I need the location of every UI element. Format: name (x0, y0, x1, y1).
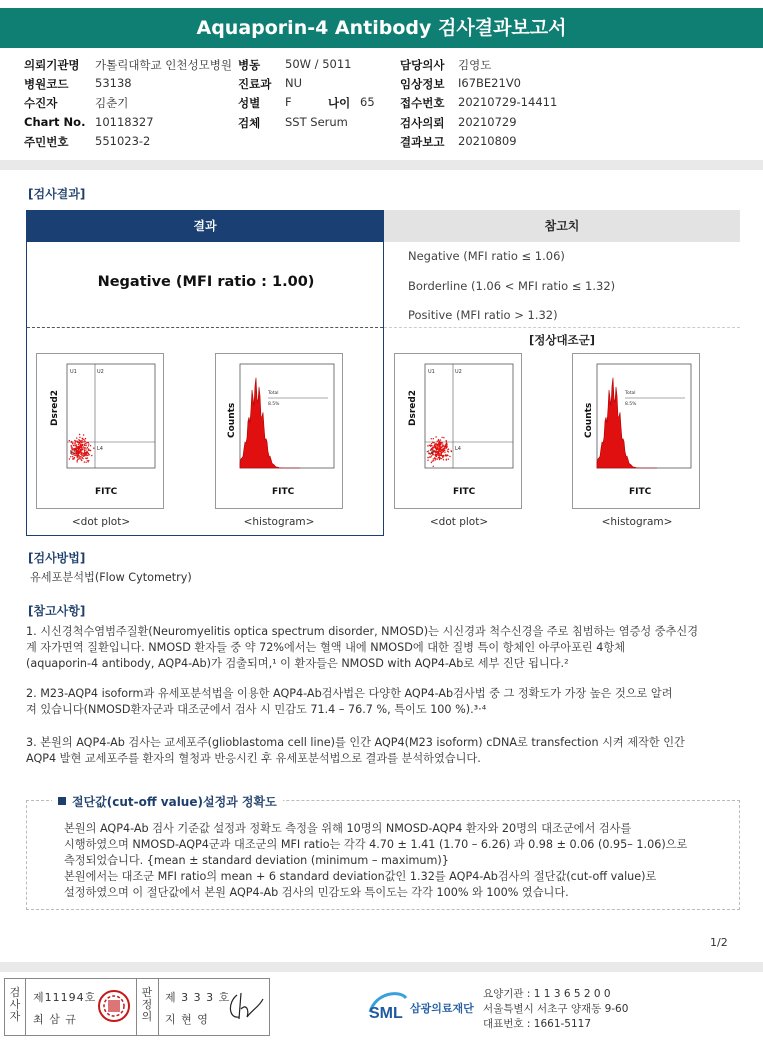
role-char: 자 (9, 1010, 21, 1023)
dot-y-label: Dsred2 (408, 389, 418, 426)
dot-point (93, 448, 94, 449)
dot-point (88, 460, 89, 461)
dot-point (436, 444, 437, 445)
control-histogram-caption: <histogram> (601, 516, 673, 528)
role-char: 판 (141, 986, 153, 999)
patient-info (0, 53, 763, 153)
dot-point (448, 451, 449, 452)
dot-point (442, 457, 443, 458)
dot-point (80, 451, 81, 452)
sign-separator (25, 979, 26, 1035)
dot-point (82, 441, 83, 442)
dot-point (446, 444, 447, 445)
patient-value: 김춘기 (95, 96, 129, 110)
method-section-title: [검사방법] (28, 551, 86, 565)
dot-point (438, 443, 439, 444)
institution-value: 가톨릭대학교 인천성모병원 (95, 58, 232, 72)
dot-point (84, 461, 85, 462)
dot-point (84, 444, 85, 445)
note-3-line-2: AQP4 발현 교세포주를 환자의 혈청과 반응시킨 후 유세포분석법으로 결과를 분석하였습니다. (26, 752, 481, 765)
dot-point (433, 447, 434, 448)
dot-point (71, 445, 72, 446)
dot-point (440, 439, 441, 440)
dot-y-label: Dsred2 (50, 389, 60, 426)
hist-y-label: Counts (227, 402, 237, 438)
dot-point (439, 443, 440, 444)
q3-label: L3 (70, 450, 76, 456)
dot-point (433, 438, 434, 439)
hist-y-label: Counts (584, 402, 594, 438)
dot-point (85, 445, 86, 446)
dot-point (85, 455, 86, 456)
cutoff-title (52, 793, 283, 810)
receipt-value: 20210729-14411 (458, 95, 558, 109)
dot-point (88, 450, 89, 451)
q4-label: L4 (97, 446, 103, 452)
dot-point (77, 452, 78, 453)
dot-point (83, 446, 84, 447)
footer-bar (0, 962, 763, 972)
dot-point (437, 453, 438, 454)
dot-point (82, 438, 83, 439)
dot-point (444, 448, 445, 449)
dot-point (446, 459, 447, 460)
dot-point (440, 448, 441, 449)
note-2-line-1: 2. M23-AQP4 isoform과 유세포분석법을 이용한 AQP4-Ab검사법은 다양한 AQP4-Ab검사법 중 그 정확도가 가장 높은 것으로 알려 (26, 687, 673, 700)
dot-point (427, 457, 428, 458)
dot-point (441, 453, 442, 454)
dot-point (438, 439, 439, 440)
dot-point (443, 437, 444, 438)
dot-point (441, 458, 442, 459)
dot-point (78, 457, 79, 458)
dot-point (80, 456, 81, 457)
dot-point (439, 446, 440, 447)
dot-point (81, 453, 82, 454)
dot-point (80, 459, 81, 460)
role-char: 사 (9, 998, 21, 1011)
dot-point (86, 453, 87, 454)
report-date-label: 결과보고 (400, 135, 445, 149)
dot-point (85, 438, 86, 439)
dot-point (434, 444, 435, 445)
dot-point (87, 460, 88, 461)
dept-value: NU (285, 76, 303, 90)
dot-point (72, 456, 73, 457)
ward-value: 50W / 5011 (285, 57, 352, 71)
dot-point (432, 460, 433, 461)
age-label: 나이 (328, 96, 351, 110)
dot-point (445, 455, 446, 456)
reference-borderline: Borderline (1.06 < MFI ratio ≤ 1.32) (408, 279, 616, 293)
results-section-title: [검사결과] (28, 187, 86, 201)
hospital-code-label: 병원코드 (24, 77, 69, 91)
dot-point (440, 455, 441, 456)
signer-1-role (7, 987, 23, 1023)
dot-point (80, 458, 81, 459)
reference-positive: Positive (MFI ratio > 1.32) (408, 308, 558, 322)
dot-point (90, 450, 91, 451)
dot-point (430, 456, 431, 457)
lab-phone: 대표번호 : 1661-5117 (483, 1018, 592, 1030)
patient-dot-caption: <dot plot> (71, 516, 131, 528)
sex-value: F (285, 95, 292, 109)
dot-point (72, 443, 73, 444)
dot-point (435, 447, 436, 448)
dot-point (87, 447, 88, 448)
dot-point (78, 449, 79, 450)
q4-label: L4 (455, 446, 461, 452)
dot-point (431, 462, 432, 463)
cutoff-line-4: 본원에서는 대조군 MFI ratio의 mean + 6 standard deviation값인 1.32를 AQP4-Ab검사의 절단값(cut-off value)로 (64, 870, 657, 883)
dot-point (84, 450, 85, 451)
dot-point (436, 449, 437, 450)
doctor-label: 담당의사 (400, 58, 445, 72)
lab-address: 서울특별시 서초구 양재동 9-60 (483, 1003, 629, 1015)
signature-box (4, 978, 270, 1036)
dot-point (434, 458, 435, 459)
dot-point (441, 452, 442, 453)
age-value: 65 (360, 95, 375, 109)
dot-point (88, 453, 89, 454)
dot-point (79, 437, 80, 438)
dot-point (81, 440, 82, 441)
dot-point (438, 452, 439, 453)
dot-point (82, 457, 83, 458)
report-date-value: 20210809 (458, 134, 517, 148)
lab-name: 삼광의료재단 (410, 1002, 474, 1015)
sign-separator (158, 979, 159, 1035)
cutoff-line-2: 시행하였으며 NMOSD-AQP4군과 대조군의 MFI ratio는 각각 4.70 ± 1.41 (1.70 – 6.26) 과 0.98 ± 0.06 (0.95– 1.06)으로 (64, 838, 688, 851)
patient-label: 수진자 (24, 96, 58, 110)
dot-point (80, 450, 81, 451)
dot-point (79, 452, 80, 453)
gate-label: Total (625, 391, 636, 396)
q1-label: U1 (428, 369, 435, 375)
dot-point (443, 445, 444, 446)
dot-point (74, 457, 75, 458)
role-char: 의 (141, 1010, 153, 1023)
dot-point (87, 455, 88, 456)
ward-label: 병동 (238, 58, 261, 72)
dot-point (78, 454, 79, 455)
dot-point (69, 440, 70, 441)
institution-label: 의뢰기관명 (24, 58, 80, 72)
dot-point (444, 452, 445, 453)
signature-scribble-icon (225, 989, 265, 1028)
dot-point (443, 459, 444, 460)
dot-point (427, 445, 428, 446)
q3-label: L3 (428, 450, 434, 456)
dot-point (75, 441, 76, 442)
dot-point (88, 443, 89, 444)
result-divider (27, 327, 383, 328)
chart-label: Chart No. (24, 115, 86, 129)
request-value: 20210729 (458, 115, 517, 129)
dot-x-label: FITC (95, 487, 118, 497)
dot-point (76, 437, 77, 438)
cutoff-line-1: 본원의 AQP4-Ab 검사 기준값 설정과 정확도 측정을 위해 10명의 NMOSD-AQP4 환자와 20명의 대조군에서 검사를 (64, 822, 632, 835)
dot-point (79, 448, 80, 449)
cutoff-line-5: 설정하였으며 이 절단값에서 본원 AQP4-Ab 검사의 민감도와 특이도는 각각 100% 와 100% 였습니다. (64, 886, 569, 899)
signer-2-role (139, 987, 155, 1023)
dot-point (435, 458, 436, 459)
dot-point (446, 445, 447, 446)
dot-point (84, 447, 85, 448)
dot-point (90, 445, 91, 446)
dot-point (434, 445, 435, 446)
dot-point (433, 460, 434, 461)
signer-1-license: 제11194호 (33, 991, 97, 1004)
seal-icon (97, 989, 131, 1026)
separator-bar (0, 160, 763, 170)
dot-point (440, 451, 441, 452)
dot-point (449, 456, 450, 457)
dot-point (86, 442, 87, 443)
receipt-label: 접수번호 (400, 96, 445, 110)
dot-point (435, 436, 436, 437)
q2-label: U2 (97, 369, 104, 375)
dot-point (439, 459, 440, 460)
dot-point (81, 444, 82, 445)
dot-point (448, 449, 449, 450)
dot-point (438, 444, 439, 445)
dot-point (440, 442, 441, 443)
result-column-header: 결과 (26, 210, 384, 242)
page-number: 1/2 (710, 936, 728, 949)
dot-point (437, 447, 438, 448)
dot-point (83, 453, 84, 454)
dot-point (83, 439, 84, 440)
gate-value: 8.5% (625, 402, 637, 407)
lab-code: 요양기관 : 1 1 3 6 5 2 0 0 (483, 988, 611, 1000)
control-dot-caption: <dot plot> (429, 516, 489, 528)
dot-point (442, 443, 443, 444)
dot-point (70, 456, 71, 457)
dot-point (84, 455, 85, 456)
clinical-value: I67BE21V0 (458, 76, 521, 90)
dot-point (451, 451, 452, 452)
specimen-label: 검체 (238, 116, 261, 130)
request-label: 검사의뢰 (400, 116, 445, 130)
dot-point (431, 443, 432, 444)
dot-point (435, 454, 436, 455)
note-2 (26, 686, 740, 718)
dot-point (76, 455, 77, 456)
dot-point (76, 461, 77, 462)
q2-label: U2 (455, 369, 462, 375)
dot-point (69, 458, 70, 459)
dot-point (85, 462, 86, 463)
dot-point (84, 441, 85, 442)
dot-point (441, 455, 442, 456)
dot-point (430, 446, 431, 447)
patient-histogram (215, 353, 343, 509)
reference-negative: Negative (MFI ratio ≤ 1.06) (408, 249, 565, 263)
dot-x-label: FITC (453, 487, 476, 497)
cutoff-text (64, 821, 724, 901)
q1-label: U1 (70, 369, 77, 375)
dot-point (78, 444, 79, 445)
dot-point (87, 448, 88, 449)
dot-point (446, 441, 447, 442)
dot-point (83, 434, 84, 435)
note-3 (26, 735, 740, 767)
patient-histogram-caption: <histogram> (243, 516, 315, 528)
method-text: 유세포분석법(Flow Cytometry) (30, 571, 192, 584)
dot-point (434, 451, 435, 452)
hist-x-label: FITC (272, 487, 295, 497)
dot-point (437, 441, 438, 442)
report-title: Aquaporin-4 Antibody 검사결과보고서 (0, 8, 763, 48)
dot-point (438, 448, 439, 449)
role-char: 정 (141, 998, 153, 1011)
note-3-line-1: 3. 본원의 AQP4-Ab 검사는 교세포주(glioblastoma cell line)를 인간 AQP4(M23 isoform) cDNA로 transfection 시켜 제작한 인간 (26, 736, 685, 749)
id-label: 주민번호 (24, 135, 69, 149)
svg-text:SML: SML (369, 1005, 403, 1022)
dot-point (88, 442, 89, 443)
dot-point (436, 454, 437, 455)
clinical-label: 임상정보 (400, 77, 445, 91)
dot-point (86, 451, 87, 452)
dot-point (78, 439, 79, 440)
dot-point (89, 454, 90, 455)
note-1-line-3: (aquaporin-4 antibody, AQP4-Ab)가 검출되며,¹ 이 환자들은 NMOSD with AQP4-Ab로 세부 진단 됩니다.² (26, 657, 569, 670)
control-dot-plot (394, 353, 522, 509)
dot-point (432, 442, 433, 443)
dot-point (441, 437, 442, 438)
dot-point (76, 451, 77, 452)
dot-point (437, 458, 438, 459)
doctor-value: 김영도 (458, 58, 492, 72)
chart-value: 10118327 (95, 115, 154, 129)
dot-point (77, 460, 78, 461)
dot-point (85, 452, 86, 453)
normal-control-label: [정상대조군] (528, 333, 596, 347)
square-bullet-icon (58, 797, 66, 805)
dot-point (77, 442, 78, 443)
dot-point (75, 448, 76, 449)
dot-point (435, 455, 436, 456)
dot-point (74, 443, 75, 444)
dot-point (76, 444, 77, 445)
dot-point (445, 444, 446, 445)
dot-point (438, 457, 439, 458)
notes-section-title: [참고사항] (28, 604, 86, 618)
signer-1-name: 최 삼 규 (33, 1013, 77, 1026)
signer-2-name: 지 현 영 (165, 1013, 209, 1026)
dot-point (85, 457, 86, 458)
dept-label: 진료과 (238, 77, 272, 91)
dot-point (86, 448, 87, 449)
sml-logo-icon (366, 986, 410, 1029)
result-value: Negative (MFI ratio : 1.00) (97, 274, 315, 290)
control-histogram (572, 353, 700, 509)
role-char: 검 (9, 986, 21, 999)
cutoff-title-text: 절단값(cut-off value)설정과 정확도 (72, 795, 277, 809)
hist-x-label: FITC (629, 487, 652, 497)
dot-point (79, 445, 80, 446)
note-2-line-2: 져 있습니다(NMOSD환자군과 대조군에서 검사 시 민감도 71.4 – 76.7 %, 특이도 100 %).³·⁴ (26, 703, 487, 716)
dot-point (438, 450, 439, 451)
dot-cloud (69, 434, 95, 463)
dot-point (71, 446, 72, 447)
dot-point (431, 445, 432, 446)
dot-point (442, 450, 443, 451)
dot-point (72, 458, 73, 459)
patient-dot-plot (36, 353, 164, 509)
dot-point (73, 445, 74, 446)
reference-column-header: 참고치 (384, 210, 740, 242)
reference-divider (384, 327, 740, 328)
specimen-value: SST Serum (285, 115, 348, 129)
gate-value: 8.5% (268, 402, 280, 407)
dot-point (74, 445, 75, 446)
dot-point (91, 455, 92, 456)
signer-2-license: 제 3 3 3 호 (165, 991, 231, 1004)
dot-point (77, 448, 78, 449)
dot-point (427, 460, 428, 461)
dot-point (84, 445, 85, 446)
gate-label: Total (268, 391, 279, 396)
note-1-line-1: 1. 시신경척수염범주질환(Neuromyelitis optica spectrum disorder, NMOSD)는 시신경과 척수신경을 주로 침범하는 염증성 중추신경 (26, 625, 698, 638)
results-table (26, 210, 740, 536)
dot-point (79, 434, 80, 435)
sign-separator (136, 979, 137, 1035)
dot-point (448, 459, 449, 460)
dot-point (84, 439, 85, 440)
dot-point (431, 438, 432, 439)
dot-point (88, 445, 89, 446)
dot-point (78, 458, 79, 459)
dot-point (433, 458, 434, 459)
dot-point (444, 446, 445, 447)
dot-point (71, 442, 72, 443)
dot-point (78, 442, 79, 443)
cutoff-line-3: 측정되었습니다. {mean ± standard deviation (minimum – maximum)} (64, 854, 449, 867)
note-1 (26, 624, 740, 672)
dot-point (433, 466, 434, 467)
dot-point (85, 443, 86, 444)
hospital-code-value: 53138 (95, 76, 132, 90)
dot-point (80, 440, 81, 441)
id-value: 551023-2 (95, 134, 151, 148)
note-1-line-2: 계 자가면역 질환입니다. NMOSD 환자들 중 약 72%에서는 혈액 내에 NMOSD에 대한 질병 특이 항체인 아쿠아포린 4항체 (26, 641, 626, 654)
dot-point (441, 446, 442, 447)
sex-label: 성별 (238, 96, 261, 110)
dot-point (440, 444, 441, 445)
dot-point (435, 452, 436, 453)
